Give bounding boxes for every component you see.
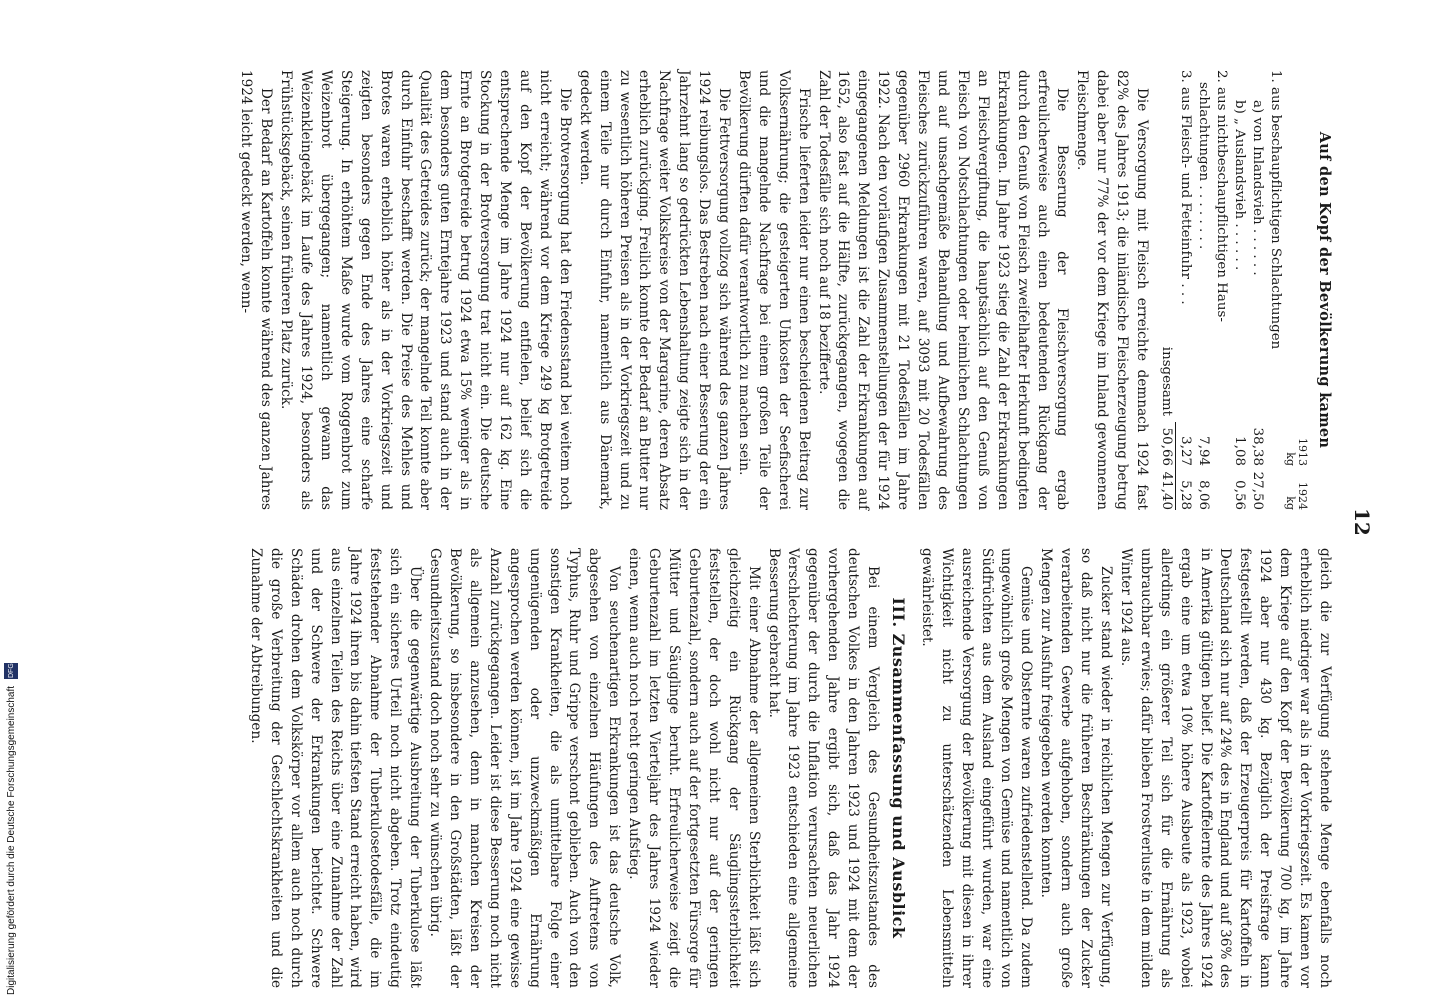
table-header-years	[1296, 70, 1308, 510]
paragraph: Mit einer Abnahme der allgemeinen Sterblichkeit läßt sich gleichzeitig ein Rückgang der Säuglingssterblichkeit feststellen, der doch wohl nicht nur auf der geringen Geburtenzahl, sondern auch auf der fortgesetzten Fürsorge für Mütter und Säuglinge beruht. Erfreulicherweise zeigt die Geburtenzahl im letzten Vierteljahr des Jahres 1924 wieder einen, wenn auch noch recht geringen Aufstieg.	[626, 548, 762, 988]
meat-supply-table	[1157, 70, 1308, 510]
table-row: 1. aus beschaupflichtigen Schlachtungen	[1268, 70, 1284, 350]
right-column	[245, 548, 1334, 988]
paragraph: Gemüse und Obsternte waren zufriedenstellend. Da zudem ungewöhnlich große Mengen von Gemüse und namentlich von Südfrüchten aus dem Ausland eingeführt wurden, war eine ausreichende Versorgung der Bevölkerung mit diesen in ihrer Wichtigkeit nicht zu unterschätzenden Lebensmitteln gewährleistet.	[918, 548, 1035, 988]
page-number: 12	[1350, 508, 1374, 536]
dfg-logo: DFG	[4, 663, 18, 679]
table-row: schlachtungen . . . . . . . . 7,94 8,06	[1196, 82, 1212, 510]
paragraph: Die Versorgung mit Fleisch erreichte demnach 1924 fast 82% des Jahres 1913; die inländische Fleischerzeugung betrug dabei aber nur 77% der vor dem Kriege im Inland gewonnenen Fleischmenge.	[1074, 70, 1151, 510]
year-1913: 1913	[1296, 438, 1310, 466]
paragraph: Die Besserung der Fleischversorgung ergab erfreulicherweise auch einen bedeutenden Rückgang der durch den Genuß von Fleisch zweifelhafter Herkunft bedingten Erkrankungen. Im Jahre 1923 stieg die Zahl der Erkrankungen an Fleischvergiftung, die hauptsächlich auf den Genuß von Fleisch von Notschlachtungen oder heimlichen Schlachtungen und auf unsachgemäße Behandlung und Aufbewahrung des Fleisches zurückzuführen waren, auf 3093 mit 20 Todesfällen gegenüber 2960 Erkrankungen mit 21 Todesfällen im Jahre 1922. Nach den vorläufigen Zusammenstellungen der für 1924 eingegangenen Meldungen ist die Zahl der Erkrankungen auf 1652, also fast auf die Hälfte, zurückgegangen, wogegen die Zahl der Todesfälle sich noch auf 18 bezifferte.	[815, 70, 1071, 510]
credit-text: Digitalisierung gefördert durch die Deutsche Forschungsgemeinschaft	[6, 685, 17, 995]
unit-1913: kg	[1284, 452, 1298, 466]
paragraph: Die Fettversorgung vollzog sich während des ganzen Jahres 1924 reibungslos. Das Bestreben nach einer Besserung der ein Jahrzehnt lang so gedrückten Lebenshaltung zeigte sich in der Nachfrage weiter Volkskreise von der Margarine, deren Absatz erheblich zurückging. Freilich konnte der Bedarf an Butter nur zu wesentlich höheren Preisen als in der Vorkriegszeit und zu einem Teile nur durch Einfuhr, namentlich aus Dänemark, gedeckt werden.	[576, 70, 733, 510]
table-row: 3. aus Fleisch- und Fetteinfuhr . . . 3,27 5,28	[1177, 70, 1194, 510]
year-1924: 1924	[1296, 482, 1310, 510]
unit-1924: kg	[1284, 496, 1298, 510]
paragraph: Bei einem Vergleich des Gesundheitszustandes des deutschen Volkes in den Jahren 1923 und 1924 mit dem der vorhergehenden Jahre ergibt sich, daß das Jahr 1924 gegenüber der durch die Inflation verursachten neuerlichen Verschlechterung im Jahre 1923 entschieden eine allgemeine Besserung gebracht hat.	[765, 548, 882, 988]
paragraph: Zucker stand wieder in reichlichen Mengen zur Verfügung, so daß nicht nur die früheren Beschränkungen der Zucker verarbeitenden Gewerbe aufgehoben, sondern auch große Mengen zur Ausfuhr freigegeben werden konnten.	[1038, 548, 1115, 988]
paragraph: Frische lieferten leider nur einen bescheidenen Beitrag zur Volksernährung; die gesteigerten Unkosten der Seefischerei und die mangelnde Nachfrage bei einem großen Teile der Bevölkerung dürften dafür verantwortlich zu machen sein.	[735, 70, 812, 510]
left-column	[235, 70, 1334, 510]
table-total-row: insgesamt 50,66 41,40	[1159, 346, 1175, 510]
table-header-units	[1284, 70, 1296, 510]
table-heading: Auf den Kopf der Bevölkerung kamen	[1316, 131, 1333, 449]
paragraph: Der Bedarf an Kartoffeln konnte während des ganzen Jahres 1924 leicht gedeckt werden, wenn-	[238, 70, 275, 510]
table-row: 2. aus nichtbeschaupflichtigen Haus-	[1214, 70, 1230, 322]
paragraph: Über die gegenwärtige Ausbreitung der Tuberkulose läßt sich ein sicheres Urteil noch nicht abgeben. Trotz eindeutig feststehender Abnahme der Tuberkulosetodesfälle, die im Jahre 1924 ihren bis dahin tiefsten Stand erreicht haben, wird aus einzelnen Teilen des Reichs über eine Zunahme der Zahl und der Schwere der Erkrankungen berichtet. Schwere Schäden drohen dem Volkskörper vor allem auch noch durch die große Verbreitung der Geschlechtskrankheiten und die Zunahme der Abtreibungen.	[247, 548, 424, 988]
table-row: b) „ Auslandsvieh . . . . . . 1,08 0,56	[1232, 100, 1248, 510]
paragraph: Von seuchenartigen Erkrankungen ist das deutsche Volk, abgesehen von einzelnen Häufungen des Auftretens von Typhus, Ruhr und Grippe verschont geblieben. Auch von den sonstigen Krankheiten, die als unmittelbare Folge einer ungenügenden oder unzweckmäßigen Ernährung angesprochen werden können, ist im Jahre 1924 eine gewisse Anzahl zurückgegangen. Leider ist diese Besserung noch nicht als allgemein anzusehen, denn in manchen Kreisen der Bevölkerung, so insbesondere in den Großstädten, läßt der Gesundheitszustand doch noch sehr zu wünschen übrig.	[427, 548, 623, 988]
paragraph: gleich die zur Verfügung stehende Menge ebenfalls noch erheblich niedriger war als in der Vorkriegszeit. Es kamen vor dem Kriege auf den Kopf der Bevölkerung 700 kg, im Jahre 1924 aber nur 430 kg. Bezüglich der Preisfrage kann festgestellt werden, daß der Erzeugerpreis für Kartoffeln in Deutschland sich nur auf 24% des in England und auf 36% des in Amerika gültigen belief. Die Kartoffelernte des Jahres 1924 ergab eine um etwa 10% höhere Ausbeute als 1923, wobei allerdings ein größerer Teil sich für die Ernährung als unbrauchbar erwies; dafür blieben Frostverluste in dem milden Winter 1924 aus.	[1117, 548, 1333, 988]
table-row: a) von Inlandsvieh . . . . . . 38,38 27,50	[1250, 100, 1266, 510]
section-title: III. Zusammenfassung und Ausblick	[888, 597, 908, 939]
paragraph: Die Brotversorgung hat den Friedensstand bei weitem noch nicht erreicht; während vor dem Kriege 249 kg Brotgetreide auf den Kopf der Bevölkerung entfielen, belief sich die entsprechende Menge im Jahre 1924 nur auf 162 kg. Eine Stockung in der Brotversorgung trat nicht ein. Die deutsche Ernte an Brotgetreide betrug 1924 etwa 15% weniger als in dem besonders guten Erntejahre 1923 und stand auch in der Qualität des Getreides zurück; der mangelnde Teil konnte aber durch Einfuhr beschafft werden. Die Preise des Mehles und Brotes waren erheblich höher als in der Vorkriegszeit und zeigten besonders gegen Ende des Jahres eine scharfe Steigerung. In erhöhtem Maße wurde vom Roggenbrot zum Weizenbrot übergegangen; namentlich gewann das Weizenkleingebäck im Laufe des Jahres 1924, besonders als Frühstücksgebäck, seinen früheren Platz zurück.	[278, 70, 573, 510]
